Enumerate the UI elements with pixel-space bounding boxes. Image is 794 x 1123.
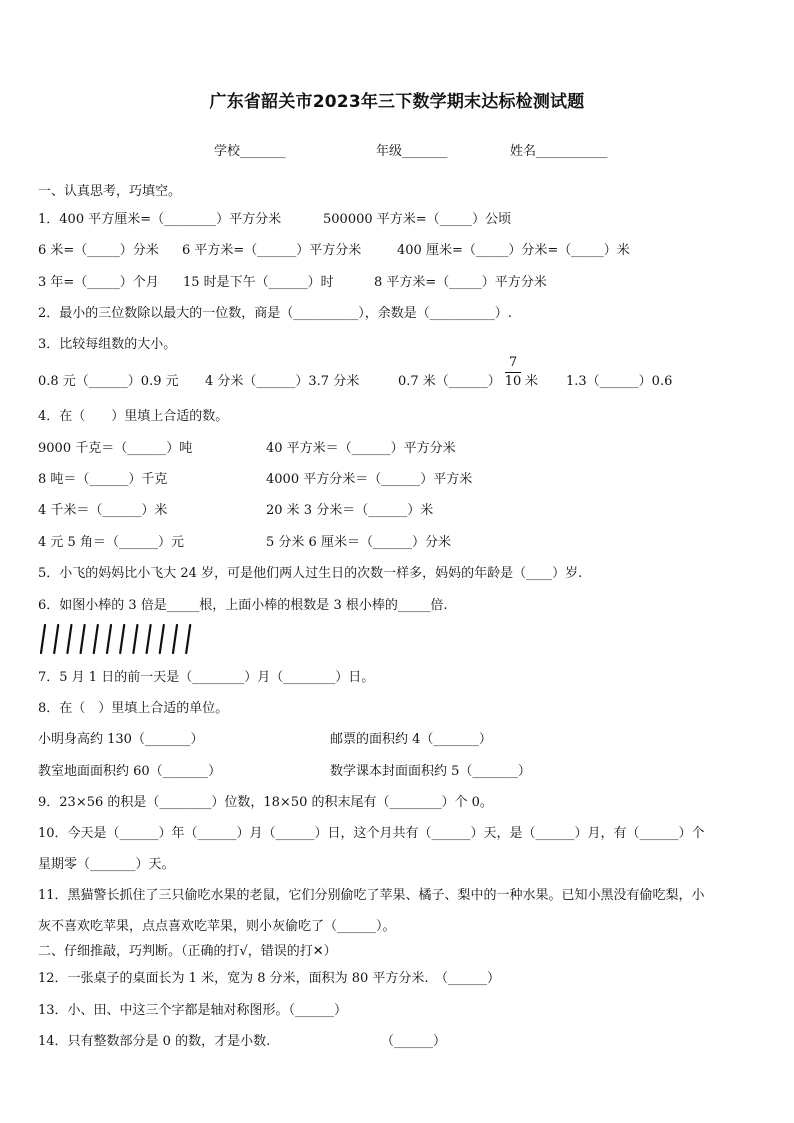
q1-d: 6 平方米=（______）平方分米: [182, 243, 362, 258]
q5: 5．小飞的妈妈比小飞大 24 岁，可是他们两人过生日的次数一样多，妈妈的年龄是（____）岁.: [38, 566, 583, 581]
q4-b: 40 平方米＝（______）平方分米: [266, 441, 456, 456]
stick: [133, 625, 137, 653]
q1-h: 8 平方米=（_____）平方分米: [374, 275, 547, 290]
q4-text: 4．在（ ）里填上合适的数。: [38, 409, 229, 424]
q4-a: 9000 千克＝（______）吨: [38, 441, 193, 456]
q1-a: 1．400 平方厘米=（________）平方分米: [38, 212, 282, 227]
q9: 9．23×56 的积是（________）位数，18×50 的积末尾有（________）个 0。: [38, 795, 493, 810]
stick: [54, 625, 58, 653]
q14: 14．只有整数部分是 0 的数，才是小数.: [38, 1034, 271, 1049]
stick: [41, 625, 45, 653]
q3-b: 4 分米（______）3.7 分米: [205, 374, 360, 389]
q4-g: 4 元 5 角＝（______）元: [38, 535, 184, 550]
q12: 12．一张桌子的桌面长为 1 米，宽为 8 分米，面积为 80 平方分米. （______）: [38, 971, 501, 986]
section2-heading: 二、仔细推敲，巧判断。（正确的打√，错误的打✕）: [38, 944, 337, 959]
q4-c: 8 吨＝（______）千克: [38, 472, 168, 487]
q3-d: 1.3（______）0.6: [566, 374, 673, 389]
fraction-denominator: 10: [504, 374, 522, 389]
q1-g: 15 时是下午（______）时: [183, 275, 334, 290]
q11-line2: 灰不喜欢吃苹果，点点喜欢吃苹果，则小灰偷吃了（______）。: [38, 919, 396, 934]
q6: 6．如图小棒的 3 倍是_____根，上面小棒的根数是 3 根小棒的_____倍.: [38, 598, 448, 613]
q1-e: 400 厘米=（_____）分米=（_____）米: [397, 243, 630, 258]
stick: [173, 625, 177, 653]
q1-c: 6 米=（_____）分米: [38, 243, 159, 258]
q2: 2．最小的三位数除以最大的一位数，商是（__________），余数是（__________）.: [38, 306, 512, 321]
q3-a: 0.8 元（______）0.9 元: [38, 374, 179, 389]
stick: [81, 625, 85, 653]
q4-e: 4 千米＝（______）米: [38, 503, 168, 518]
fraction-numerator: 7: [508, 355, 518, 370]
q10-line1: 10．今天是（______）年（______）月（______）日，这个月共有（______）天，是（______）月，有（______）个: [38, 826, 705, 841]
q4-f: 20 米 3 分米＝（______）米: [266, 503, 434, 518]
stick: [120, 625, 124, 653]
q8-d: 数学课本封面面积约 5（_______）: [330, 764, 531, 779]
page-title: 广东省韶关市2023年三下数学期末达标检测试题: [209, 92, 585, 112]
q8-text: 8．在（ ）里填上合适的单位。: [38, 701, 229, 716]
grade-field: 年级_______: [376, 144, 448, 159]
q11-line1: 11．黑猫警长抓住了三只偷吃水果的老鼠，它们分别偷吃了苹果、橘子、梨中的一种水果。已知小黑没有偷吃梨，小: [38, 888, 705, 903]
q3-c-unit: 米: [525, 374, 539, 389]
section1-heading: 一、认真思考，巧填空。: [38, 184, 182, 199]
stick: [160, 625, 164, 653]
q1-f: 3 年=（_____）个月: [38, 275, 159, 290]
q3-text: 3．比较每组数的大小。: [38, 337, 177, 352]
q1-b: 500000 平方米=（_____）公顷: [323, 212, 512, 227]
stick: [147, 625, 151, 653]
q14-blank: （______）: [381, 1034, 447, 1049]
q7: 7．5 月 1 日的前一天是（________）月（________）日。: [38, 670, 375, 685]
q10-line2: 星期零（_______）天。: [38, 857, 175, 872]
q4-d: 4000 平方分米＝（______）平方米: [266, 472, 473, 487]
school-field: 学校_______: [214, 144, 286, 159]
fraction-bar: [505, 372, 521, 373]
name-field: 姓名___________: [510, 144, 608, 159]
q8-a: 小明身高约 130（_______）: [38, 732, 204, 747]
q8-c: 教室地面面积约 60（_______）: [38, 764, 222, 779]
fraction-seven-tenths: [503, 355, 523, 390]
q8-b: 邮票的面积约 4（_______）: [330, 732, 492, 747]
q4-h: 5 分米 6 厘米＝（______）分米: [266, 535, 451, 550]
q13: 13．小、田、中这三个字都是轴对称图形。（______）: [38, 1003, 348, 1018]
stick: [107, 625, 111, 653]
stick: [186, 625, 190, 653]
stick: [67, 625, 71, 653]
sticks-figure: [36, 622, 201, 656]
stick: [94, 625, 98, 653]
q3-c: 0.7 米（______）: [398, 374, 501, 389]
